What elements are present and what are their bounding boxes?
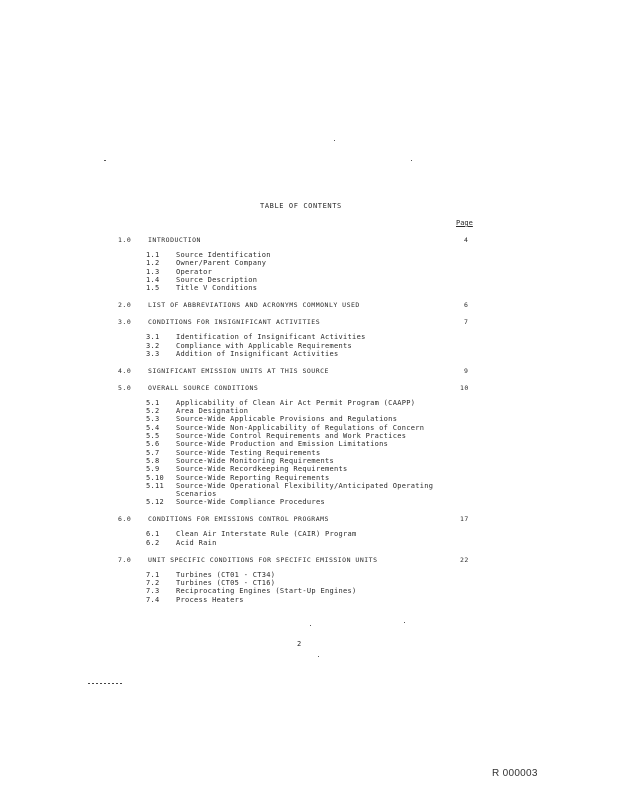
toc-number: 7.3 [146,587,160,596]
toc-title: CONDITIONS FOR EMISSIONS CONTROL PROGRAMS [148,515,329,524]
toc-title: Addition of Insignificant Activities [176,349,339,358]
document-title: TABLE OF CONTENTS [260,202,342,210]
toc-title: Turbines (CT05 - CT16) [176,579,276,587]
toc-title: Clean Air Interstate Rule (CAIR) Program [176,530,357,539]
toc-title: Source-Wide Non-Applicability of Regulations of Concern [176,423,425,432]
toc-title: Source-Wide Compliance Procedures [176,498,325,507]
toc-number: 5.0 [118,383,132,392]
toc-number: 7.0 [118,555,132,564]
toc-title: LIST OF ABBREVIATIONS AND ACRONYMS COMMONLY USED [148,301,360,310]
toc-title: Source-Wide Reporting Requirements [176,473,330,482]
toc-title: OVERALL SOURCE CONDITIONS [148,383,259,392]
toc-title: Reciprocating Engines (Start-Up Engines) [176,587,357,596]
toc-number: 5.4 [146,423,160,432]
scan-speck [310,625,311,626]
toc-page-number: 4 [464,236,469,244]
toc-title: Applicability of Clean Air Act Permit Program (CAAPP) [176,398,416,407]
toc-number: 5.12 [146,498,165,507]
toc-number: 5.10 [146,473,165,482]
toc-number: 6.0 [118,515,132,524]
bates-number: R 000003 [492,768,538,779]
toc-page-number: 22 [460,555,469,564]
page-column-header: Page [456,219,473,227]
toc-title: Title V Conditions [176,284,258,293]
toc-page-number: 9 [464,366,469,375]
toc-number: 3.2 [146,341,160,350]
toc-number: 1.1 [146,251,160,259]
toc-number: 3.3 [146,349,160,358]
toc-title: Turbines (CT01 - CT34) [176,570,276,579]
toc-number: 1.4 [146,275,160,284]
toc-title: Source-Wide Monitoring Requirements [176,456,335,465]
toc-number: 5.5 [146,432,160,440]
scan-speck [411,160,412,161]
page-number: 2 [297,640,302,648]
toc-title: Identification of Insignificant Activities [176,333,366,342]
toc-title: Scenarios [176,490,217,499]
toc-title: Acid Rain [176,538,217,547]
toc-title: INTRODUCTION [148,236,201,244]
toc-number: 3.1 [146,333,160,342]
toc-page-number: 17 [460,515,469,524]
toc-title: Source Description [176,275,258,284]
toc-title: Source-Wide Operational Flexibility/Anticipated Operating [176,481,434,490]
scan-speck [104,160,106,161]
toc-number: 7.4 [146,595,160,604]
toc-number: 1.2 [146,259,160,268]
toc-number: 5.1 [146,398,160,407]
toc-number: 6.1 [146,530,160,539]
toc-title: Area Designation [176,407,249,416]
toc-number: 5.7 [146,448,160,457]
toc-title: Source-Wide Testing Requirements [176,448,321,457]
toc-page-number: 7 [464,318,469,327]
toc-number: 2.0 [118,301,132,310]
toc-title: Owner/Parent Company [176,259,267,268]
toc-title: Source-Wide Production and Emission Limitations [176,440,389,449]
toc-number: 1.3 [146,267,160,276]
toc-title: Process Heaters [176,595,244,604]
toc-number: 5.8 [146,456,160,465]
toc-title: Operator [176,267,213,276]
toc-number: 4.0 [118,366,132,375]
toc-number: 6.2 [146,538,160,547]
toc-title: Compliance with Applicable Requirements [176,341,353,350]
toc-number: 5.6 [146,440,160,449]
toc-number: 7.2 [146,579,160,587]
toc-number: 5.11 [146,481,165,490]
scan-speck [404,622,405,623]
toc-title: Source-Wide Applicable Provisions and Regulations [176,415,398,424]
toc-number: 5.9 [146,465,160,474]
toc-number: 1.5 [146,284,160,293]
toc-title: CONDITIONS FOR INSIGNIFICANT ACTIVITIES [148,318,321,327]
toc-title: SIGNIFICANT EMISSION UNITS AT THIS SOURCE [148,366,329,375]
toc-number: 5.2 [146,407,160,416]
toc-page-number: 6 [464,301,469,310]
toc-title: UNIT SPECIFIC CONDITIONS FOR SPECIFIC EMISSION UNITS [148,555,378,564]
toc-number: 5.3 [146,415,160,424]
scan-speck [318,656,319,657]
toc-page-number: 10 [460,383,469,392]
scan-artifact-line [88,683,124,684]
toc-number: 7.1 [146,570,160,579]
toc-number: 3.0 [118,318,132,327]
scan-speck [334,140,335,141]
toc-title: Source-Wide Control Requirements and Work Practices [176,432,407,440]
toc-title: Source Identification [176,251,271,259]
toc-number: 1.0 [118,236,132,244]
toc-title: Source-Wide Recordkeeping Requirements [176,465,348,474]
